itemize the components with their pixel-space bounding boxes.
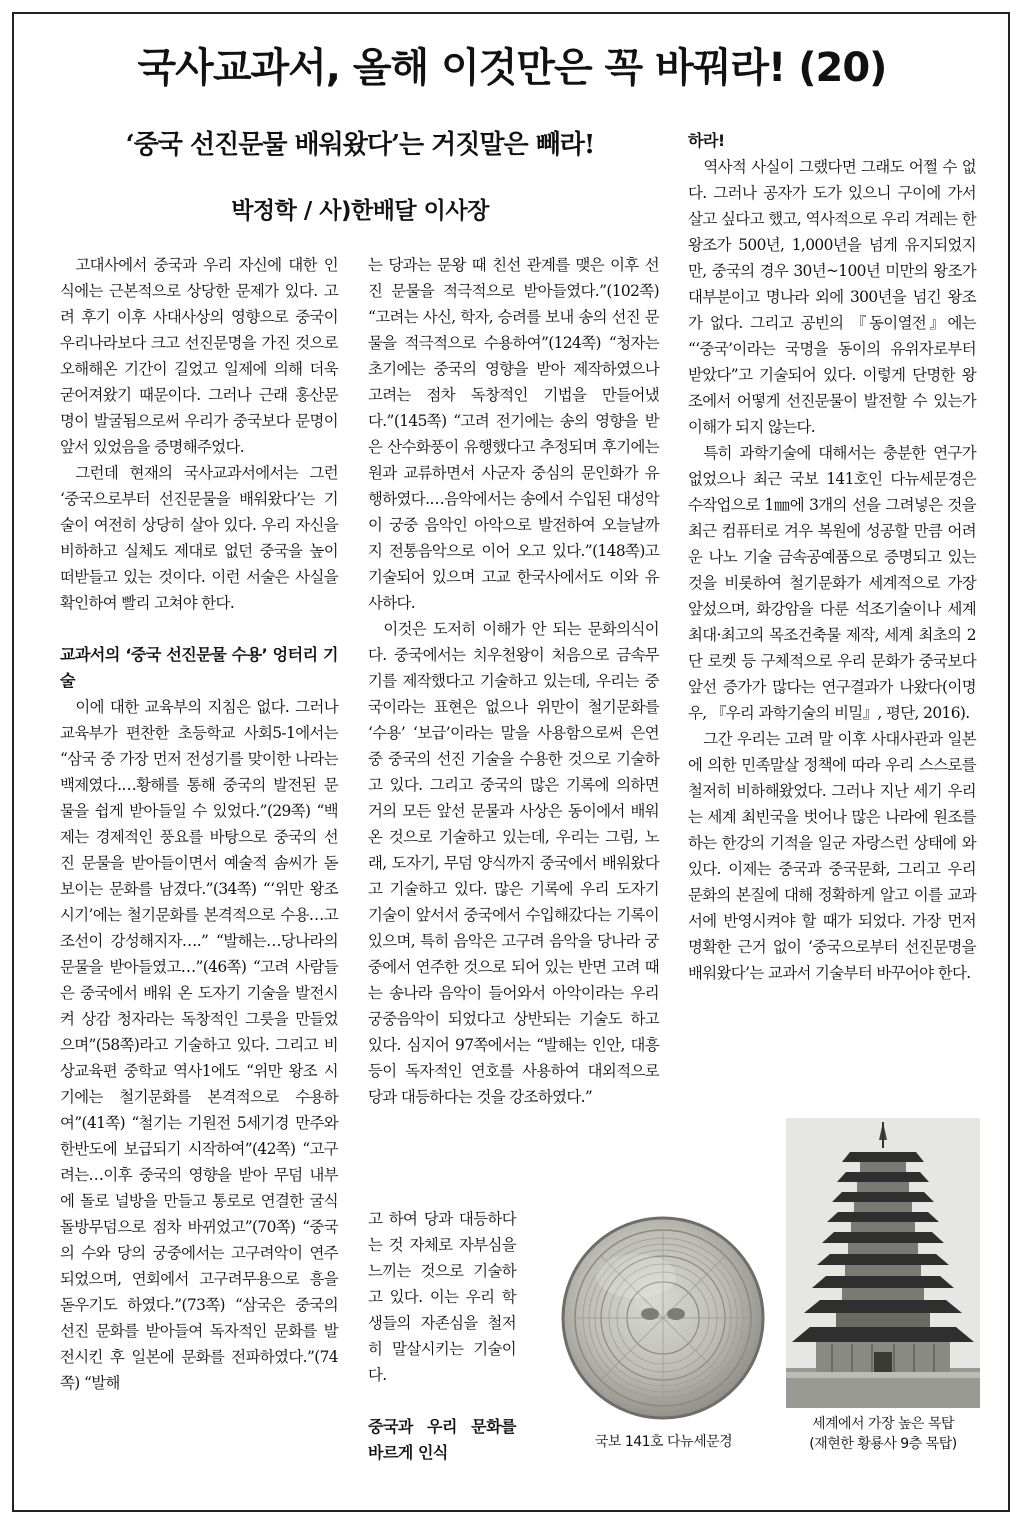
pagoda-caption-line-2: (재현한 황룡사 9층 목탑) xyxy=(809,1436,957,1452)
pagoda-caption xyxy=(776,1414,990,1454)
section-heading-continued: 하라! xyxy=(688,131,725,150)
column-3 xyxy=(688,128,976,986)
paragraph: 역사적 사실이 그랬다면 그래도 어쩔 수 없다. 그러나 공자가 도가 있으니 구이에 가서 살고 싶다고 했고, 역사적으로 우리 겨레는 한 왕조가 500년, 1,000년을 넘게 유지되었지만, 중국의 경우 30년~100년 미만의 왕조가 대부분이고 명나라 외에 300년을 넘긴 왕조가 없다. 그리고 공빈의 『동이열전』에는 “‘중국’이라는 국명을 동이의 유위자로부터 받았다”고 기술되어 있다. 이렇게 단명한 왕조에서 어떻게 선진문물이 발전할 수 있는가 이해가 되지 않는다. xyxy=(688,158,976,436)
mirror-caption: 국보 141호 다뉴세문경 xyxy=(594,1434,733,1450)
pagoda-caption-line-1: 세계에서 가장 높은 목탑 xyxy=(811,1416,955,1432)
column-2 xyxy=(368,252,659,1110)
paragraph: 는 당과는 문왕 때 친선 관계를 맺은 이후 선진 문물을 적극적으로 받아들였다.”(102쪽) “고려는 사신, 학자, 승려를 보내 송의 선진 문물을 적극적으로 수용하여”(124쪽) “청자는 초기에는 중국의 영향을 받아 제작하였으나 고려는 점차 독창적인 기법을 만들어냈다.”(145쪽) “고려 전기에는 송의 영향을 받은 산수화풍이 유행했다고 추정되며 후기에는 원과 교류하면서 사군자 중심의 문인화가 유행하였다.…음악에서는 송에서 수입된 대성악이 궁중 음악인 아악으로 발전하여 오늘날까지 전통음악으로 이어 오고 있다.”(148쪽)고 기술되어 있으며 고교 한국사에서도 이와 유사하다. xyxy=(368,256,659,612)
paragraph: 그런데 현재의 국사교과서에서는 그런 ‘중국으로부터 선진문물을 배워왔다’는 기술이 여전히 상당히 살아 있다. 우리 자신을 비하하고 실체도 제대로 없던 중국을 높이 떠받들고 있는 것이다. 이런 서술은 사실을 확인하여 빨리 고쳐야 한다. xyxy=(60,464,338,612)
paragraph: 그간 우리는 고려 말 이후 사대사관과 일본에 의한 민족말살 정책에 따라 우리 스스로를 철저히 비하해왔었다. 그러나 지난 세기 우리는 세계 최빈국을 벗어나 많은 나라에 원조를 하는 한강의 기적을 일군 자랑스런 상태에 와 있다. 이제는 중국과 중국문화, 그리고 우리 문화의 본질에 대해 정확하게 알고 이를 교과서에 반영시켜야 할 때가 되었다. 가장 먼저 명확한 근거 없이 ‘중국으로부터 선진문명을 배워왔다’는 교과서 기술부터 바꾸어야 한다. xyxy=(688,730,976,982)
bronze-mirror-image xyxy=(556,1206,771,1431)
section-heading: 중국과 우리 문화를 바르게 인식 xyxy=(368,1417,516,1462)
article-title: 국사교과서, 올해 이것만은 꼭 바꿔라! (20) xyxy=(137,45,887,91)
paragraph: 이에 대한 교육부의 지침은 없다. 그러나 교육부가 편찬한 초등학교 사회5-1에서는 “삼국 중 가장 먼저 전성기를 맞이한 나라는 백제였다.…황해를 통해 중국의 발전된 문물을 쉽게 받아들일 수 있었다.”(29쪽) “백제는 경제적인 풍요를 바탕으로 중국의 선진 문물을 받아들이면서 예술적 솜씨가 돋보이는 문화를 남겼다.”(34쪽) “‘위만 왕조 시기’에는 철기문화를 본격적으로 수용…고조선이 강성해지자….” “발해는…당나라의 문물을 받아들였고…”(46쪽) “고려 사람들은 중국에서 배워 온 도자기 기술을 발전시켜 상감 청자라는 독창적인 그릇을 만들었으며”(58쪽)라고 기술하고 있다. 그리고 비상교육편 중학교 역사1에도 “위만 왕조 시기에는 철기문화를 본격적으로 수용하여”(41쪽) “철기는 기원전 5세기경 만주와 한반도에 보급되기 시작하여”(42쪽) “고구려는…이후 중국의 영향을 받아 무덤 내부에 돌로 널방을 만들고 통로로 연결한 굴식 돌방무덤으로 점차 바뀌었고”(70쪽) “중국의 수와 당의 궁중에서는 고구려악이 연주되었으며, 연회에서 고구려무용으로 흥을 돋우기도 하였다.”(73쪽) “삼국은 중국의 선진 문화를 받아들여 독자적인 문화를 발전시킨 후 일본에 문화를 전파하였다.”(74쪽) “발해 xyxy=(60,698,338,1392)
paragraph: 특히 과학기술에 대해서는 충분한 연구가 없었으나 최근 국보 141호인 다뉴세문경은 수작업으로 1㎜에 3개의 선을 그려넣은 것을 최근 컴퓨터로 겨우 복원에 성공할 만큼 어려운 나노 기술 금속공예품으로 증명되고 있는 것을 비롯하여 철기문화가 세계적으로 가장 앞섰으며, 화강암을 다룬 석조기술이나 세계 최대·최고의 목조건축물 제작, 세계 최초의 2단 로켓 등 구체적으로 우리 문화가 중국보다 앞선 증가가 많다는 연구결과가 나왔다(이명우, 『우리 과학기술의 비밀』, 평단, 2016). xyxy=(688,444,976,722)
article-subtitle: ‘중국 선진문물 배워왔다’는 거짓말은 빼라! xyxy=(125,130,595,160)
column-1 xyxy=(60,252,338,1396)
paragraph: 고대사에서 중국과 우리 자신에 대한 인식에는 근본적으로 상당한 문제가 있다. 고려 후기 이후 사대사상의 영향으로 중국이 우리나라보다 크고 선진문명을 가진 것으로 오해해온 기간이 길었고 일제에 의해 더욱 굳어져왔기 때문이다. 그러나 근래 홍산문명이 발굴됨으로써 우리가 중국보다 문명이 앞서 있었음을 증명해주었다. xyxy=(60,256,338,456)
paragraph: 고 하여 당과 대등하다는 것 자체로 자부심을 느끼는 것으로 기술하고 있다. 이는 우리 학생들의 자존심을 철저히 말살시키는 기술이다. xyxy=(368,1210,516,1384)
article-byline: 박정학 / 사)한배달 이사장 xyxy=(231,198,489,224)
section-heading: 교과서의 ‘중국 선진문물 수용’ 엉터리 기술 xyxy=(60,645,338,690)
wooden-pagoda-image xyxy=(786,1118,980,1408)
paragraph: 이것은 도저히 이해가 안 되는 문화의식이다. 중국에서는 치우천왕이 처음으로 금속무기를 제작했다고 기술하고 있는데, 우리는 중국이라는 표현은 없으나 위만이 철기문화를 ‘수용’ ‘보급’이라는 말을 사용함으로써 은연중 중국의 선진 기술을 수용한 것으로 기술하고 있다. 그리고 중국의 많은 기록에 의하면 거의 모든 앞선 문물과 사상은 동이에서 배워온 것으로 기술하고 있는데, 우리는 그림, 노래, 도자기, 무덤 양식까지 중국에서 배워왔다고 기술하고 있다. 많은 기록에 우리 도자기 기술이 앞서서 중국에서 수입해갔다는 기록이 있으며, 특히 음악은 고구려 음악을 당나라 궁중에서 연주한 것으로 되어 있는 반면 고려 때는 송나라 음악이 들어와서 아악이라는 우리 궁중음악이 되었다고 상반되는 기술도 하고 있다. 심지어 97쪽에서는 “발해는 인안, 대흥 등이 독자적인 연호를 사용하여 대외적으로 당과 대등하다는 것을 강조하였다.” xyxy=(368,620,659,1106)
column-2-bottom xyxy=(368,1206,516,1466)
